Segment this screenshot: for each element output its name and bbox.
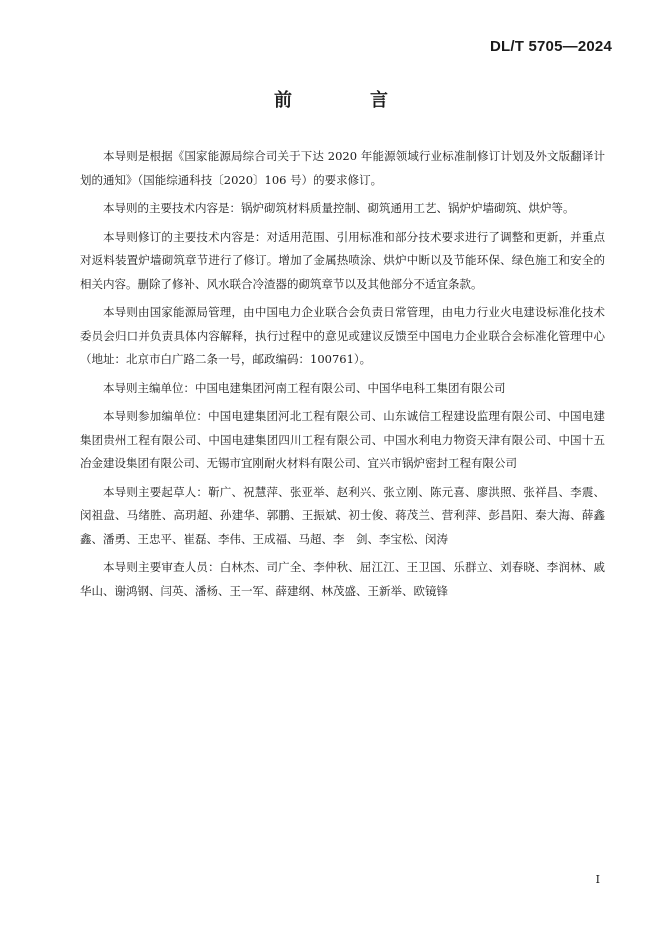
page-number: I [595,873,600,886]
standard-code: DL/T 5705—2024 [489,38,612,55]
paragraph-drafters: 本导则主要起草人：靳广、祝慧萍、张亚举、赵利兴、张立刚、陈元喜、廖洪照、张祥昌、李震、闵祖盘、马绪胜、高玥超、孙建华、郭鹏、王振斌、初士俊、蒋茂兰、营利萍、彭昌阳、秦大海、薛鑫鑫、潘勇、王忠平、崔磊、李伟、王成福、马超、李 剑、李宝松、闵涛 [80,484,605,546]
paragraph-main-content: 本导则的主要技术内容是：锅炉砌筑材料质量控制、砌筑通用工艺、锅炉炉墙砌筑、烘炉等。 [103,201,575,215]
paragraph-basis: 本导则是根据《国家能源局综合司关于下达 2020 年能源领域行业标准制修订计划及外文版翻译计划的通知》（国能综通科技〔2020〕106 号）的要求修订。 [80,149,605,187]
paragraph-revision-content: 本导则修订的主要技术内容是：对适用范围、引用标准和部分技术要求进行了调整和更新，并重点对返料装置炉墙砌筑章节进行了修订。增加了金属热喷涂、烘炉中断以及节能环保、绿色施工和安全的相关内容。删除了修补、风水联合冷渣器的砌筑章节以及其他部分不适宜条款。 [80,229,605,291]
paragraph-participating-units: 本导则参加编单位：中国电建集团河北工程有限公司、山东诚信工程建设监理有限公司、中国电建集团贵州工程有限公司、中国电建集团四川工程有限公司、中国水利电力物资天津有限公司、中国十五冶金建设集团有限公司、无锡市宜刚耐火材料有限公司、宜兴市锅炉密封工程有限公司 [80,409,605,470]
foreword-body [80,145,605,608]
paragraph-chief-units: 本导则主编单位：中国电建集团河南工程有限公司、中国华电科工集团有限公司 [103,380,506,395]
page-title: 前 言 [274,90,418,111]
paragraph-reviewers: 本导则主要审查人员：白林杰、司广全、李仲秋、屈江江、王卫国、乐群立、刘春晓、李润林、戚华山、谢鸿钢、闫英、潘杨、王一军、薛建纲、林茂盛、王新举、欧镜锋 [80,560,605,598]
paragraph-management: 本导则由国家能源局管理，由中国电力企业联合会负责日常管理，由电力行业火电建设标准化技术委员会归口并负责具体内容解释，执行过程中的意见或建议反馈至中国电力企业联合会标准化管理中心（地址：北京市白广路二条一号，邮政编码：100761）。 [80,305,605,366]
